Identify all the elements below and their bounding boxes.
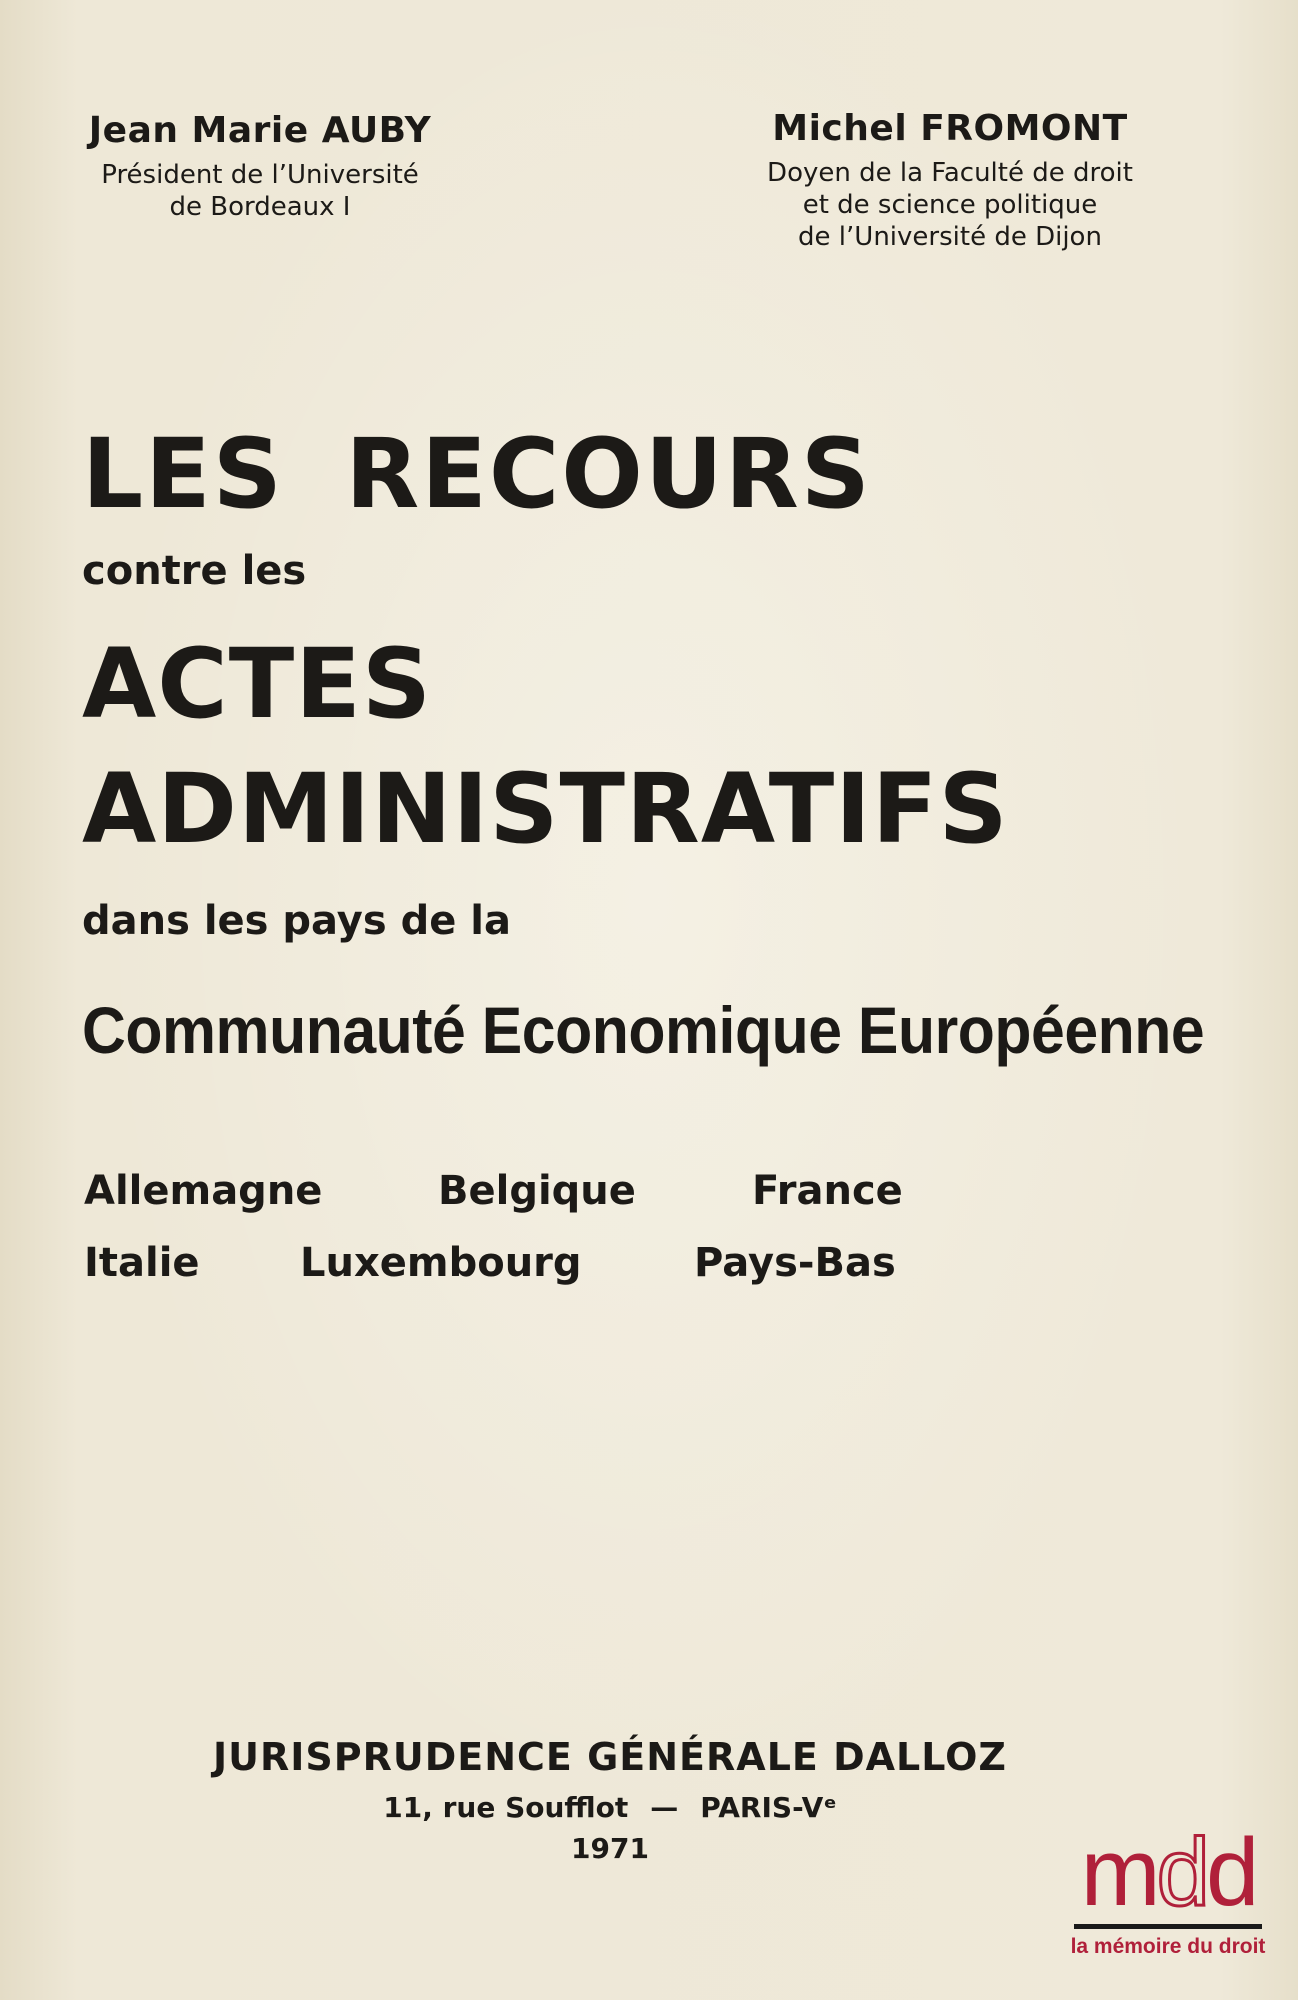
country-name: Italie [84, 1240, 200, 1286]
book-title-connector-2: dans les pays de la [82, 898, 512, 944]
author-affiliation-line: Doyen de la Faculté de droit [767, 158, 1133, 188]
logo-letter: m [1080, 1819, 1157, 1926]
author-affiliation [70, 159, 450, 223]
book-title-community: Communauté Economique Européenne [82, 993, 1205, 1067]
book-title-connector: contre les [82, 548, 307, 594]
country-list [84, 1168, 944, 1312]
author-fromont [700, 108, 1200, 253]
publisher-name: JURISPRUDENCE GÉNÉRALE DALLOZ [213, 1735, 1007, 1779]
author-affiliation-line: de l’Université de Dijon [798, 222, 1102, 252]
book-title-administratifs: ADMINISTRATIFS [82, 753, 1009, 865]
country-name: Allemagne [84, 1168, 323, 1214]
country-name: Belgique [438, 1168, 636, 1214]
author-name: Michel FROMONT [772, 108, 1128, 149]
author-affiliation [700, 157, 1200, 253]
address-separator: — [650, 1791, 679, 1824]
country-name: Luxembourg [300, 1240, 582, 1286]
logo-letter-outline: d [1156, 1819, 1206, 1926]
country-name: Pays-Bas [694, 1240, 896, 1286]
author-auby [70, 110, 450, 223]
publisher-address [200, 1791, 1020, 1824]
author-affiliation-line: de Bordeaux I [169, 192, 351, 222]
book-title-main: LES RECOURS [82, 418, 872, 530]
logo-letter: d [1205, 1819, 1256, 1926]
author-affiliation-line: et de science politique [802, 190, 1098, 220]
logo-caption: la mémoire du droit [1070, 1935, 1266, 1958]
author-name: Jean Marie AUBY [88, 110, 432, 151]
country-row [84, 1168, 944, 1240]
mdd-logo [1068, 1819, 1268, 1959]
publisher-city: PARIS-Vᵉ [700, 1791, 837, 1824]
country-row [84, 1240, 944, 1312]
publisher-block [200, 1735, 1020, 1865]
publisher-street: 11, rue Soufflot [383, 1791, 629, 1824]
mdd-logo-mark [1068, 1819, 1268, 1926]
book-title-actes: ACTES [82, 628, 432, 740]
country-name: France [752, 1168, 903, 1214]
author-affiliation-line: Président de l’Université [101, 160, 419, 190]
publication-year: 1971 [571, 1832, 649, 1865]
